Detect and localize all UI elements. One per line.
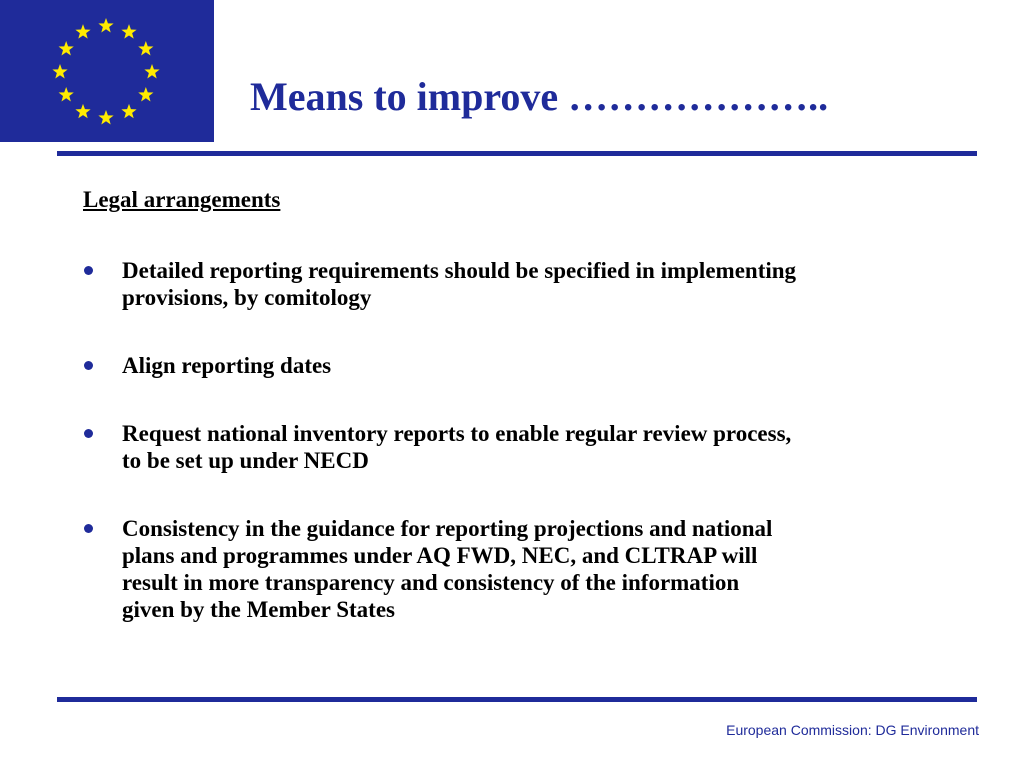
footer-text: European Commission: DG Environment xyxy=(726,722,979,738)
slide-title: Means to improve ……………….. xyxy=(250,74,829,119)
bullet-line: Consistency in the guidance for reporting projections and national xyxy=(122,516,773,541)
star-icon xyxy=(98,18,113,32)
star-icon xyxy=(121,24,136,38)
bullet-item xyxy=(83,515,983,623)
star-icon xyxy=(121,104,136,118)
star-icon xyxy=(138,87,153,101)
star-icon xyxy=(138,41,153,55)
star-icon xyxy=(98,110,113,124)
bullet-line: given by the Member States xyxy=(122,597,395,622)
star-icon xyxy=(75,24,90,38)
bullet-dot-icon xyxy=(84,361,93,370)
bullet-line: to be set up under NECD xyxy=(122,448,369,473)
bullet-line: result in more transparency and consistency of the information xyxy=(122,570,740,595)
bullet-item xyxy=(83,420,983,474)
bullet-list xyxy=(83,257,983,623)
bullet-line: provisions, by comitology xyxy=(122,285,372,310)
star-icon xyxy=(59,41,74,55)
bullet-item xyxy=(83,257,983,311)
bullet-line: plans and programmes under AQ FWD, NEC, and CLTRAP will xyxy=(122,543,758,568)
bullet-dot-icon xyxy=(84,266,93,275)
section-heading: Legal arrangements xyxy=(83,187,281,212)
star-icon xyxy=(144,64,159,78)
bullet-item xyxy=(83,352,983,379)
bottom-divider xyxy=(57,697,977,702)
star-icon xyxy=(75,104,90,118)
star-icon xyxy=(52,64,67,78)
top-divider xyxy=(57,151,977,156)
star-icon xyxy=(59,87,74,101)
bullet-dot-icon xyxy=(84,524,93,533)
bullet-dot-icon xyxy=(84,429,93,438)
bullet-line: Align reporting dates xyxy=(122,353,332,378)
bullet-line: Request national inventory reports to enable regular review process, xyxy=(122,421,792,446)
eu-stars xyxy=(0,0,214,142)
bullet-line: Detailed reporting requirements should be specified in implementing xyxy=(122,258,797,283)
eu-flag-icon xyxy=(0,0,214,142)
